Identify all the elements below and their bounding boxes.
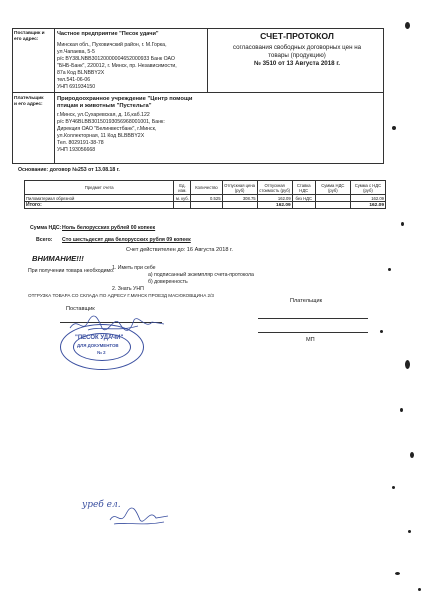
table-header-row [25,181,386,195]
cell-vat-sum [315,195,350,202]
supplier-label-2: его адрес: [14,37,39,42]
vat-sum-value: Ноль белорусских рублей 00 копеек [62,225,156,231]
handwritten-note: уреб ел. [82,500,121,510]
stamp-line-2: ДЛЯ ДОКУМЕНТОВ [77,343,119,348]
header-vertical-divider [54,28,55,164]
punch-mark [405,360,410,369]
col-total: Сумма с НДС (руб) [350,181,385,195]
vat-sum-label: Сумма НДС: [30,225,62,231]
instructions-item-1: 1. Иметь при себе [112,265,156,271]
punch-mark [408,530,411,533]
instructions-intro: При получении товара необходимо: [28,268,115,274]
col-cost: Отпускная стоимость (руб) [257,181,292,195]
stamp-line-1: "ПЕСОК УДАЧИ" [75,335,124,341]
attention-heading: ВНИМАНИЕ!!! [32,254,84,263]
grand-total-value: Сто шестьдесят два белорусских рубля 09 копеек [62,237,191,243]
mp-label: МП [306,337,315,343]
punch-mark [410,452,414,458]
payer-address: г.Минск, ул.Сухаревская, д. 16,каб.122 [57,112,150,118]
supplier-signature-label: Поставщик [66,306,95,312]
supplier-name: Частное предприятие "Песок удачи" [57,31,159,37]
payer-name-1: Природоохранное учреждение "Центр помощи [57,96,193,102]
payer-unp: УНП 193056668 [57,147,96,153]
punch-mark [392,126,396,130]
shipment-note: ОТГРУЗКА ТОВАРА СО СКЛАДА ПО АДРЕСУ Г.МИНСК ПРОЕЗД МАСЮКОВЩИНА 2/3 [28,293,214,298]
col-vat-sum: Сумма НДС (руб) [315,181,350,195]
cell-price: 308.75 [222,195,257,202]
punch-mark [418,588,421,591]
document-number-date: № 3510 от 13 Августа 2018 г. [253,60,340,67]
supplier-signature [68,312,166,336]
grand-total-label: Всего: [36,237,53,243]
items-table [24,180,386,209]
stamp-line-3: № 2 [97,350,106,355]
payer-label-2: и его адрес: [14,102,43,107]
supplier-account: р/с BY38LNBB30120000004652000933 Банк ОАО [57,56,175,62]
punch-mark [405,22,410,29]
supplier-address-2: ул.Чапаева, 5-5 [57,49,95,55]
supplier-phone: тел.541-06-06 [57,77,91,83]
table-total-row [25,202,386,209]
cell-total: 162.09 [350,195,385,202]
instructions-item-1a: а) подписанный экземпляр счета-протокола [148,272,254,278]
supplier-bank-code: 87а Код BLNBBY2X [57,70,105,76]
bottom-signature [108,506,170,528]
payer-signature-line-2 [258,332,368,333]
col-quantity: Количество [191,181,222,195]
validity-date: Счет действителен до: 16 Августа 2018 г. [126,247,233,253]
supplier-unp: УНП 691934150 [57,84,96,90]
punch-mark [395,572,400,575]
total-label: Итого: [25,202,174,209]
header-mid-divider [207,28,208,92]
payer-signature-label: Плательщик [290,298,323,304]
total-with-vat: 162.09 [350,202,385,209]
instructions-item-1b: б) доверенность [148,279,188,285]
instructions-item-2: 2. Знать УНП [112,286,144,292]
document-subtitle-1: согласования свободных договорных цен на [232,44,362,51]
cell-subject: Пиломатериал обрезной [25,195,174,202]
col-vat-rate: Ставка НДС [292,181,315,195]
col-subject: Предмет счета [25,181,174,195]
payer-phone: Тел. 8029191-38-78 [57,140,104,146]
contract-basis: Основание: договор №253 от 13.08.18 г. [18,167,120,173]
supplier-address-1: Минская обл., Пуховичский район, г. М.Горка, [57,42,167,48]
cell-vat-rate: без НДС [292,195,315,202]
col-unit: Ед. изм. [174,181,191,195]
total-cost: 162.09 [257,202,292,209]
payer-label-1: Плательщик [14,96,44,101]
punch-mark [392,486,395,489]
payer-name-2: птицам и животным "Пустельга" [57,103,152,109]
cell-unit: м. куб. [174,195,191,202]
col-price: Отпускная цена (руб) [222,181,257,195]
punch-mark [380,330,383,333]
punch-mark [388,268,391,271]
punch-mark [400,408,403,412]
payer-bank: Дирекция ОАО "Белинвестбанк", г.Минск, [57,126,157,132]
payer-signature-line [258,318,368,319]
payer-account: р/с BY46BLBB30150193056968001001, Банк: [57,119,165,125]
payer-bank-address: ул.Коллекторная, 11 Код BLBBBY2X [57,133,145,139]
document-title: СЧЕТ-ПРОТОКОЛ [260,31,334,41]
header-horizontal-divider [12,92,384,93]
table-row [25,195,386,202]
supplier-bank: "БНБ-Банк", 220012, г. Минск, пр. Независимости, [57,63,177,69]
punch-mark [401,222,404,226]
document-subtitle-2: товары (продукцию) [268,52,326,59]
supplier-label-1: Поставщик и [14,31,45,36]
cell-cost: 162.09 [257,195,292,202]
cell-quantity: 0.525 [191,195,222,202]
